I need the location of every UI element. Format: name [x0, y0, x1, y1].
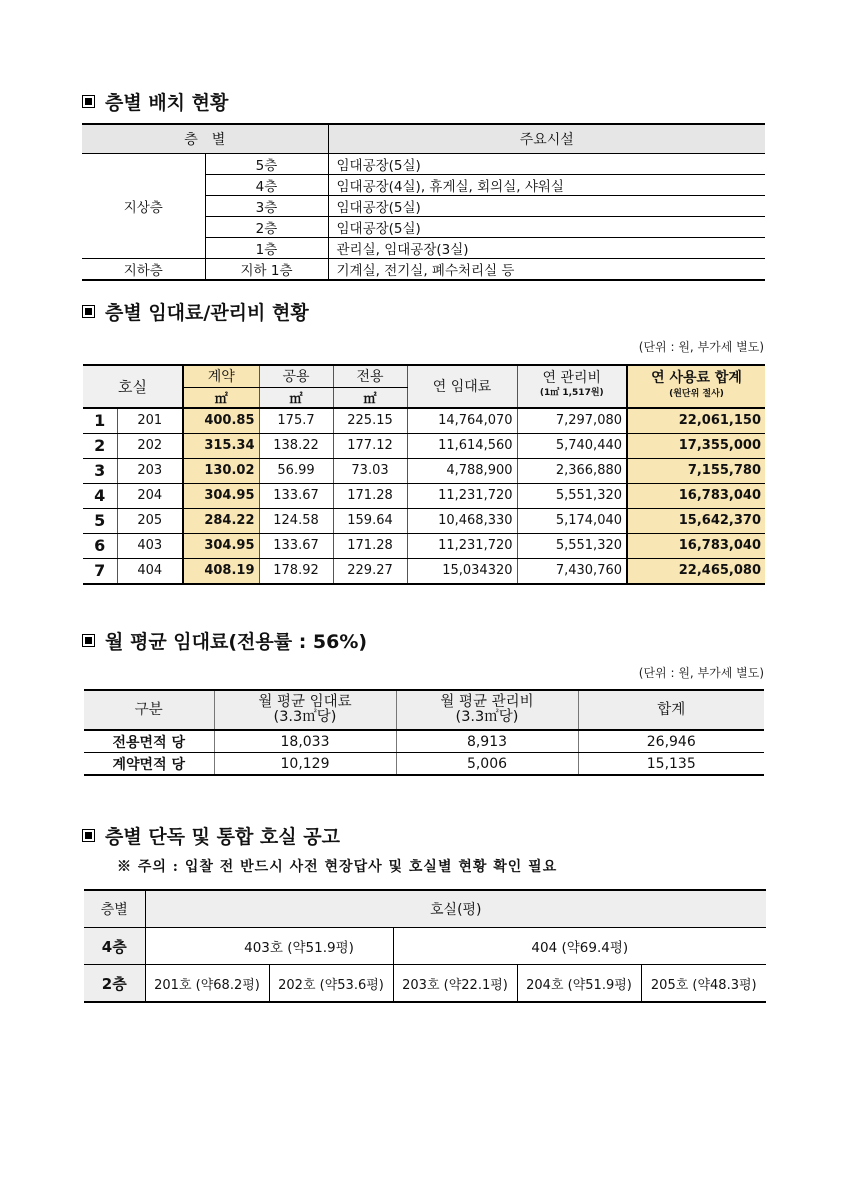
- row-number-cell: 5: [83, 508, 117, 533]
- rent-cell: 18,033: [214, 730, 396, 753]
- room-cell: 203: [117, 458, 183, 483]
- facility-cell: 임대공장(4실), 휴게실, 회의실, 샤워실: [328, 175, 765, 196]
- floor-cell: 지하 1층: [205, 259, 328, 281]
- common-area-cell: 133.67: [259, 533, 333, 558]
- contract-area-cell: 284.22: [183, 508, 259, 533]
- common-area-cell: 138.22: [259, 433, 333, 458]
- square-bullet-icon: [82, 829, 95, 842]
- unit-sqm: ㎡: [333, 387, 407, 408]
- header-floor: 층별: [84, 890, 145, 928]
- header-room: 호실(평): [145, 890, 766, 928]
- floor-layout-table: [82, 123, 765, 281]
- header-common: 공용: [259, 365, 333, 387]
- rent-cell: 10,129: [214, 753, 396, 776]
- exclusive-area-cell: 73.03: [333, 458, 407, 483]
- mgmt-cell: 5,006: [396, 753, 578, 776]
- table-row: [83, 533, 765, 558]
- annual-total-cell: 16,783,040: [627, 483, 765, 508]
- room-notice-table: [84, 889, 766, 1003]
- table-row: [83, 408, 765, 434]
- annual-total-cell: 15,642,370: [627, 508, 765, 533]
- floor-label-2: 2층: [84, 965, 145, 1003]
- room-cell: 201: [117, 408, 183, 434]
- header-annual-mgmt-sub: (1㎡ 1,517원): [539, 388, 604, 399]
- square-bullet-icon: [82, 305, 95, 318]
- header-floor: 층 별: [82, 124, 328, 154]
- room-cell-403: 403호 (약51.9평): [145, 928, 393, 965]
- common-area-cell: 56.99: [259, 458, 333, 483]
- annual-total-cell: 7,155,780: [627, 458, 765, 483]
- room-cell: 204: [117, 483, 183, 508]
- section-title-floor-layout: [82, 88, 228, 115]
- header-monthly-rent: [214, 690, 396, 730]
- header-total: 합계: [578, 690, 764, 730]
- section-title-text: 층별 배치 현황: [105, 92, 229, 114]
- annual-total-cell: 22,061,150: [627, 408, 765, 434]
- square-bullet-icon: [82, 634, 95, 647]
- annual-rent-cell: 11,231,720: [407, 483, 517, 508]
- exclusive-area-cell: 177.12: [333, 433, 407, 458]
- row-number-cell: 4: [83, 483, 117, 508]
- facility-cell: 기계실, 전기실, 폐수처리실 등: [328, 259, 765, 281]
- unit-note: (단위 : 원, 부가세 별도): [638, 340, 764, 354]
- header-category: 구분: [84, 690, 214, 730]
- table-row: [83, 458, 765, 483]
- header-monthly-rent-sub: (3.3㎡당): [273, 709, 337, 725]
- caution-note: ※ 주의 : 입찰 전 반드시 사전 현장답사 및 호실별 현황 확인 필요: [117, 859, 558, 875]
- table-row: [84, 730, 764, 753]
- header-annual-mgmt-label: 연 관리비: [542, 370, 602, 387]
- basement-label: 지하층: [123, 263, 163, 279]
- annual-mgmt-cell: 5,551,320: [517, 483, 627, 508]
- contract-area-cell: 315.34: [183, 433, 259, 458]
- row-number-cell: 1: [83, 408, 117, 434]
- ground-floor-label: 지상층: [82, 154, 205, 259]
- annual-total-cell: 16,783,040: [627, 533, 765, 558]
- common-area-cell: 124.58: [259, 508, 333, 533]
- table-row: [83, 508, 765, 533]
- room-cell: 202: [117, 433, 183, 458]
- common-area-cell: 175.7: [259, 408, 333, 434]
- annual-rent-cell: 4,788,900: [407, 458, 517, 483]
- table-row: [83, 558, 765, 584]
- annual-rent-cell: 10,468,330: [407, 508, 517, 533]
- table-row: [83, 433, 765, 458]
- common-area-cell: 133.67: [259, 483, 333, 508]
- row-number-cell: 6: [83, 533, 117, 558]
- section-title-notice: [82, 822, 340, 849]
- header-room: 호실: [83, 365, 183, 408]
- room-cell: 403: [117, 533, 183, 558]
- unit-note: (단위 : 원, 부가세 별도): [638, 666, 764, 680]
- room-cell-204: 204호 (약51.9평): [517, 965, 641, 1003]
- contract-area-cell: 304.95: [183, 533, 259, 558]
- row-number-cell: 3: [83, 458, 117, 483]
- floor-cell: 1층: [205, 238, 328, 259]
- facility-cell: 임대공장(5실): [328, 154, 765, 175]
- room-cell-205: 205호 (약48.3평): [641, 965, 766, 1003]
- section-title-monthly: [82, 627, 367, 654]
- square-bullet-icon: [82, 95, 95, 108]
- annual-rent-cell: 15,034320: [407, 558, 517, 584]
- annual-mgmt-cell: 5,740,440: [517, 433, 627, 458]
- monthly-rent-table: [84, 689, 764, 776]
- header-monthly-mgmt-sub: (3.3㎡당): [455, 709, 519, 725]
- facility-cell: 관리실, 임대공장(3실): [328, 238, 765, 259]
- table-row: [83, 483, 765, 508]
- contract-area-cell: 304.95: [183, 483, 259, 508]
- annual-mgmt-cell: 7,430,760: [517, 558, 627, 584]
- exclusive-area-cell: 229.27: [333, 558, 407, 584]
- header-annual-rent: 연 임대료: [407, 365, 517, 408]
- category-cell: 계약면적 당: [112, 756, 185, 773]
- room-cell-202: 202호 (약53.6평): [269, 965, 393, 1003]
- floor-label-4: 4층: [84, 928, 145, 965]
- unit-sqm: ㎡: [183, 387, 259, 408]
- mgmt-cell: 8,913: [396, 730, 578, 753]
- rent-table: [83, 364, 765, 585]
- exclusive-area-cell: 171.28: [333, 483, 407, 508]
- floor-cell: 3층: [205, 196, 328, 217]
- floor-cell: 4층: [205, 175, 328, 196]
- floor-cell: 2층: [205, 217, 328, 238]
- facility-cell: 임대공장(5실): [328, 196, 765, 217]
- header-monthly-rent-label: 월 평균 임대료: [258, 694, 352, 710]
- header-annual-total-sub: (원단위 절사): [669, 389, 724, 400]
- exclusive-area-cell: 159.64: [333, 508, 407, 533]
- unit-sqm: ㎡: [259, 387, 333, 408]
- header-monthly-mgmt-label: 월 평균 관리비: [440, 694, 534, 710]
- header-annual-total: [627, 365, 765, 408]
- annual-total-cell: 22,465,080: [627, 558, 765, 584]
- category-cell: 전용면적 당: [84, 730, 214, 753]
- total-cell: 26,946: [578, 730, 764, 753]
- room-cell-404: 404 (약69.4평): [393, 928, 766, 965]
- contract-area-cell: 400.85: [183, 408, 259, 434]
- annual-mgmt-cell: 7,297,080: [517, 408, 627, 434]
- exclusive-area-cell: 171.28: [333, 533, 407, 558]
- table-row: [84, 753, 764, 776]
- row-number-cell: 2: [83, 433, 117, 458]
- exclusive-area-cell: 225.15: [333, 408, 407, 434]
- annual-total-cell: 17,355,000: [627, 433, 765, 458]
- room-cell: 404: [117, 558, 183, 584]
- section-title-text: 층별 단독 및 통합 호실 공고: [105, 826, 340, 848]
- header-annual-mgmt: [517, 365, 627, 408]
- header-monthly-mgmt: [396, 690, 578, 730]
- room-cell: 205: [117, 508, 183, 533]
- header-exclusive: 전용: [333, 365, 407, 387]
- section-title-text: 월 평균 임대료(전용률 : 56%): [105, 631, 368, 653]
- room-cell-201: 201호 (약68.2평): [145, 965, 269, 1003]
- floor-cell: 5층: [205, 154, 328, 175]
- contract-area-cell: 130.02: [183, 458, 259, 483]
- common-area-cell: 178.92: [259, 558, 333, 584]
- header-facilities: 주요시설: [328, 124, 765, 154]
- annual-rent-cell: 11,614,560: [407, 433, 517, 458]
- section-title-text: 층별 임대료/관리비 현황: [105, 302, 309, 324]
- annual-mgmt-cell: 2,366,880: [517, 458, 627, 483]
- section-title-rent: [82, 298, 309, 325]
- annual-rent-cell: 14,764,070: [407, 408, 517, 434]
- total-cell: 15,135: [578, 753, 764, 776]
- facility-cell: 임대공장(5실): [328, 217, 765, 238]
- header-contract: 계약: [183, 365, 259, 387]
- annual-rent-cell: 11,231,720: [407, 533, 517, 558]
- annual-mgmt-cell: 5,174,040: [517, 508, 627, 533]
- header-annual-total-label: 연 사용료 합계: [651, 370, 742, 387]
- annual-mgmt-cell: 5,551,320: [517, 533, 627, 558]
- contract-area-cell: 408.19: [183, 558, 259, 584]
- row-number-cell: 7: [94, 561, 106, 580]
- room-cell-203: 203호 (약22.1평): [393, 965, 517, 1003]
